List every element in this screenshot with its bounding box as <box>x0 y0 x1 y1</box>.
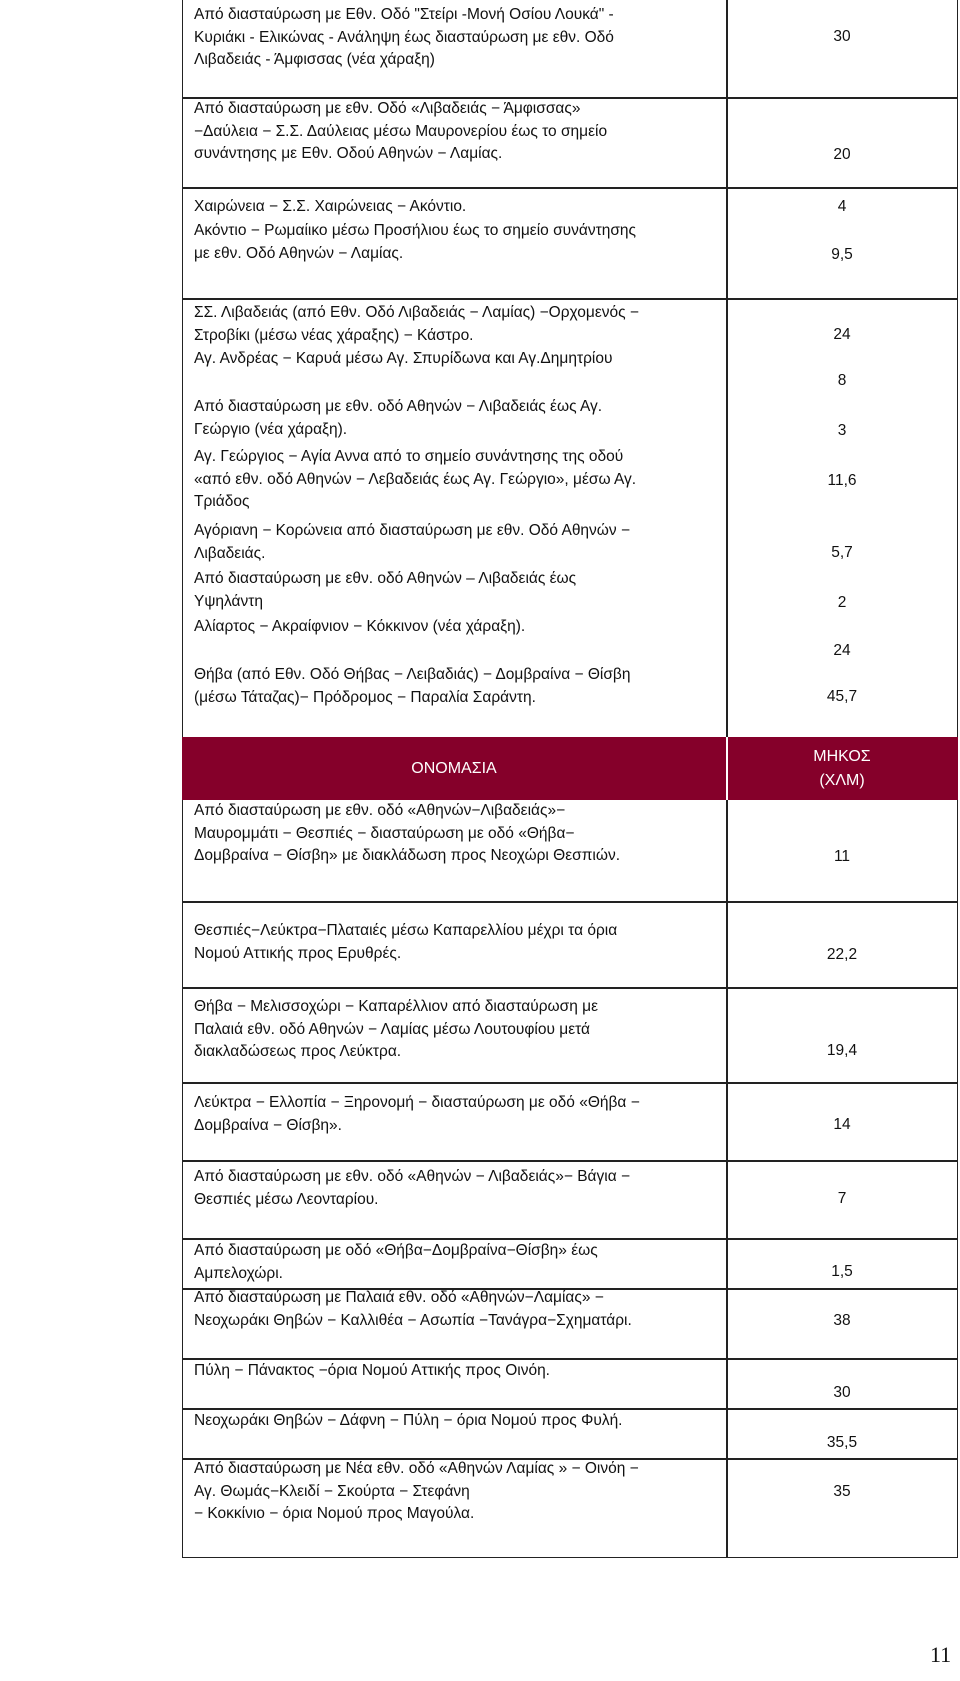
road-length: 14 <box>833 1116 851 1133</box>
road-name: Από διασταύρωση με εθν. οδό Αθηνών – Λιβαδειάς έως Υψηλάντη <box>194 570 577 610</box>
road-length: 11,6 <box>827 472 857 489</box>
road-name: Λεύκτρα − Ελλοπία − Ξηρονομή − διασταύρωση με οδό «Θήβα − Δομβραίνα − Θίσβη». <box>194 1094 640 1134</box>
road-name: Αγ. Γεώργιος − Αγία Αννα από το σημείο συνάντησης της οδού «από εθν. οδό Αθηνών − Λεβαδειάς έως Αγ. Γεώργιο», μέσω Αγ. Τριάδος <box>194 448 637 510</box>
road-name: Νεοχωράκι Θηβών − Δάφνη − Πύλη − όρια Νομού προς Φυλή. <box>194 1412 623 1429</box>
road-length: 11 <box>833 848 851 865</box>
road-length: 20 <box>833 146 851 163</box>
row-divider <box>182 1160 958 1162</box>
road-name: Χαιρώνεια − Σ.Σ. Χαιρώνειας − Ακόντιο. <box>194 198 467 215</box>
road-name: ΣΣ. Λιβαδειάς (από Εθν. Οδό Λιβαδειάς − Λαμίας) −Ορχομενός − Στροβίκι (μέσω νέας χάραξης) − Κάστρο. <box>194 304 639 344</box>
road-name: Από διασταύρωση με εθν. οδό «Αθηνών−Λιβαδειάς»− Μαυρομμάτι − Θεσπιές − διασταύρωση με οδό «Θήβα− Δομβραίνα − Θίσβη» με διακλάδωση προς Νεοχώρι Θεσπιών. <box>194 802 621 864</box>
road-length: 22,2 <box>826 946 858 963</box>
road-length: 38 <box>833 1312 851 1329</box>
road-name: Θήβα (από Εθν. Οδό Θήβας − Λειβαδιάς) − Δομβραίνα − Θίσβη (μέσω Τάταζας)− Πρόδρομος − Παραλία Σαράντη. <box>194 666 631 706</box>
road-name: Από διασταύρωση με εθν. οδό Αθηνών − Λιβαδειάς έως Αγ. Γεώργιο (νέα χάραξη). <box>194 398 603 438</box>
road-name: Αγ. Ανδρέας − Καρυά μέσω Αγ. Σπυρίδωνα και Αγ.Δημητρίου <box>194 350 613 367</box>
road-name: Αλίαρτος − Ακραίφνιον − Κόκκινον (νέα χάραξη). <box>194 618 526 635</box>
road-name: Θεσπιές−Λεύκτρα−Πλαταιές μέσω Καπαρελλίου μέχρι τα όρια Νομού Αττικής προς Ερυθρές. <box>194 922 618 962</box>
road-length: 7 <box>837 1190 847 1207</box>
road-name: Από διασταύρωση με εθν. Οδό «Λιβαδειάς − Άμφισσας» −Δαύλεια − Σ.Σ. Δαύλειας μέσω Μαυρονερίου έως το σημείο συνάντησης με Εθν. Οδού Αθηνών − Λαμίας. <box>194 100 608 162</box>
road-length: 19,4 <box>826 1042 858 1059</box>
road-name: Ακόντιο − Ρωμαίικο μέσω Προσήλιου έως το σημείο συνάντησης με εθν. Οδό Αθηνών − Λαμίας. <box>194 222 636 262</box>
road-length: 1,5 <box>831 1263 853 1280</box>
row-divider <box>182 1082 958 1084</box>
road-name: Από διασταύρωση με Νέα εθν. οδό «Αθηνών Λαμίας » − Οινόη − Αγ. Θωμάς−Κλειδί − Σκούρτα − Στεφάνη − Κοκκίνιο − όρια Νομού προς Μαγούλα. <box>194 1460 639 1522</box>
road-length: 24 <box>833 326 851 343</box>
road-name: Από διασταύρωση με οδό «Θήβα−Δομβραίνα−Θίσβη» έως Αμπελοχώρι. <box>194 1242 598 1282</box>
row-divider <box>182 987 958 989</box>
road-length: 8 <box>837 372 847 389</box>
row-divider <box>182 298 958 300</box>
row-divider <box>182 901 958 903</box>
road-length: 45,7 <box>826 688 858 705</box>
road-length: 9,5 <box>831 246 853 263</box>
road-name: Θήβα − Μελισσοχώρι − Καπαρέλλιον από διασταύρωση με Παλαιά εθν. οδό Αθηνών − Λαμίας μέσω Λουτουφίου μετά διακλαδώσεως προς Λεύκτρα. <box>194 998 598 1060</box>
road-length: 30 <box>833 1384 851 1401</box>
road-length: 35,5 <box>826 1434 858 1451</box>
road-name: Αγόριανη − Κορώνεια από διασταύρωση με εθν. Οδό Αθηνών − Λιβαδειάς. <box>194 522 631 562</box>
road-length: 30 <box>833 28 851 45</box>
road-name: Από διασταύρωση με εθν. οδό «Αθηνών − Λιβαδειάς»− Βάγια − Θεσπιές μέσω Λεονταρίου. <box>194 1168 631 1208</box>
road-length: 5,7 <box>831 544 853 561</box>
road-length: 2 <box>837 594 847 611</box>
road-name: Πύλη − Πάνακτος −όρια Νομού Αττικής προς Οινόη. <box>194 1362 550 1379</box>
road-length: 24 <box>833 642 851 659</box>
header-name-column: ΟΝΟΜΑΣΙΑ <box>411 759 497 777</box>
road-length: 4 <box>837 198 847 215</box>
road-length: 35 <box>833 1483 851 1500</box>
road-name: Από διασταύρωση με Παλαιά εθν. οδό «Αθηνών−Λαμίας» − Νεοχωράκι Θηβών − Καλλιθέα − Ασωπία −Τανάγρα−Σχηματάρι. <box>194 1289 632 1329</box>
row-divider <box>182 187 958 189</box>
road-length: 3 <box>837 422 847 439</box>
header-length-column: ΜΗΚΟΣ (ΧΛΜ) <box>813 747 871 789</box>
road-name: Από διασταύρωση με Εθν. Οδό "Στείρι -Μονή Οσίου Λουκά" - Κυριάκι - Ελικώνας - Ανάληψη έως διασταύρωση με εθν. Οδό Λιβαδειάς - Άμφισσας (νέα χάραξη) <box>194 6 614 68</box>
page-number: 11 <box>930 1642 952 1667</box>
